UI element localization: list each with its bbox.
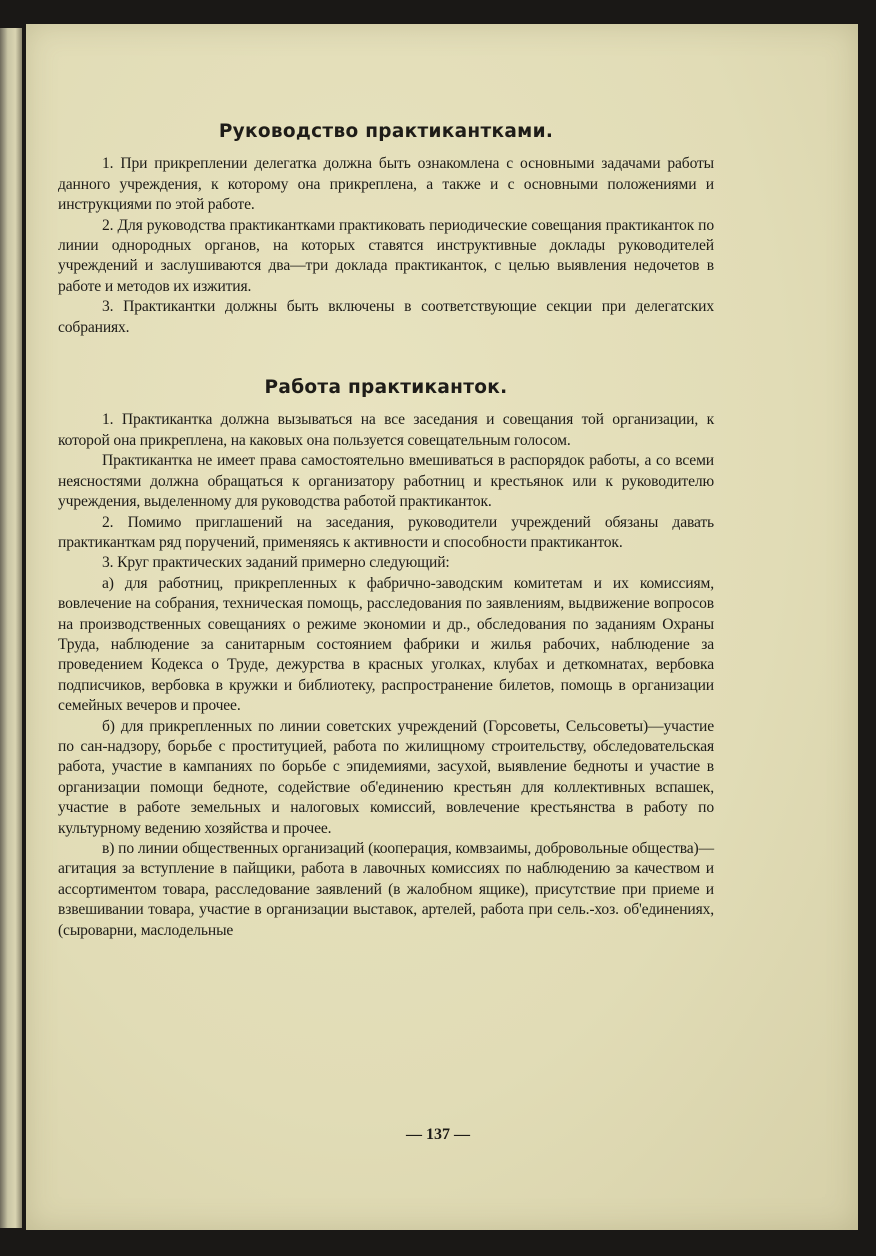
paragraph: 2. Для руководства практикантками практиковать периодические совещания практиканток по линии однородных органов, на которых ставятся инструктивные доклады руководителей учреждений и заслушиваются два—три доклада практиканток, с целью выявления недочетов в работе и методов их изжития. <box>58 216 714 295</box>
paragraph: 3. Практикантки должны быть включены в соответствующие секции при делегатских собраниях. <box>58 298 714 336</box>
page-number: — 137 — <box>406 1126 470 1143</box>
paragraph: б) для прикрепленных по линии советских учреждений (Горсоветы, Сельсоветы)—участие по сан-надзору, борьбе с проституцией, работа по жилищному строительству, обследовательская работа, участие в кампаниях по борьбе с эпидемиями, засухой, выявление бедноты и участие в организации помощи бедноте, содействие об'единению крестьян для коллективных вспашек, участие в работе земельных и налоговых комиссий, вовлечение крестьянства в работу по культурному ведению хозяйства и прочее. <box>58 717 714 837</box>
paragraph: а) для работниц, прикрепленных к фабрично-заводским комитетам и их комиссиям, вовлечение на собрания, техническая помощь, расследования по заявлениям, выдвижение вопросов на производственных совещаниях о режиме экономии и др., обследования по заданиям Охраны Труда, наблюдение за санитарным состоянием фабрики и жилья рабочих, наблюдение за проведением Кодекса о Труде, дежурства в красных уголках, клубах и деткомнатах, вербовка подписчиков, вербовка в кружки и библиотеку, распространение билетов, помощь в организации семейных вечеров и прочее. <box>58 574 714 715</box>
paragraph: 1. Практикантка должна вызываться на все заседания и совещания той организации, к которой она прикреплена, на каковых она пользуется совещательным голосом. <box>58 411 714 449</box>
paragraph: 3. Круг практических заданий примерно следующий: <box>102 554 450 572</box>
section-title: Работа практиканток. <box>264 377 508 399</box>
section-title: Руководство практикантками. <box>218 121 554 142</box>
book-edge <box>0 28 22 1228</box>
paragraph: 1. При прикреплении делегатка должна быть ознакомлена с основными задачами работы данного учреждения, к которому она прикреплена, а также и с основными положениями и инструкциями по этой работе. <box>58 155 714 214</box>
paragraph: в) по линии общественных организаций (кооперация, комвзаимы, добровольные общества)—агитация за вступление в пайщики, работа в лавочных комиссиях по наблюдению за качеством и ассортиментом товара, расследование заявлений (в жалобном ящике), присутствие при приеме и взвешивании товара, участие в организации выставок, артелей, работа при сель.-хоз. об'единениях, (сыроварни, маслодельные <box>58 840 714 939</box>
paragraph: Практикантка не имеет права самостоятельно вмешиваться в распорядок работы, а со всеми неясностями должна обращаться к организатору работниц и крестьянок или к руководителю учреждения, выделенному для руководства работой практиканток. <box>58 452 714 511</box>
paragraph: 2. Помимо приглашений на заседания, руководители учреждений обязаны давать практиканткам ряд поручений, применяясь к активности и способности практиканток. <box>58 513 714 551</box>
page-content <box>58 108 714 941</box>
